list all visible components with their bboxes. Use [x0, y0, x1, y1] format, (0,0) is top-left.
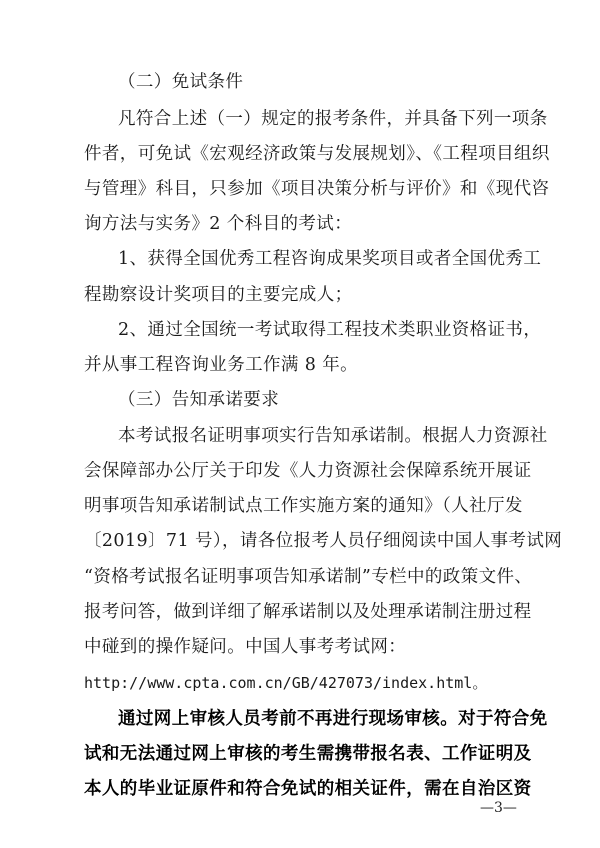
paragraph-line: “资格考试报名证明事项告知承诺制”专栏中的政策文件、	[84, 567, 533, 587]
paragraph-line: 件者，可免试《宏观经济政策与发展规划》、《工程项目组织	[84, 144, 550, 164]
paragraph-line: 〔2019〕71 号），请各位报考人员仔细阅读中国人事考试网	[84, 531, 563, 551]
paragraph-line: 与管理》科目，只参加《项目决策分析与评价》和《现代咨	[84, 179, 550, 199]
page-number: —3—	[480, 800, 517, 816]
list-item-line: 程勘察设计奖项目的主要完成人；	[84, 285, 353, 305]
paragraph-line: 本考试报名证明事项实行告知承诺制。根据人力资源社	[118, 426, 548, 446]
paragraph-line: 明事项告知承诺制试点工作实施方案的通知》（人社厅发	[84, 496, 523, 516]
paragraph-line: 中碰到的操作疑问。中国人事考考试网：	[84, 637, 407, 657]
paragraph-line: 凡符合上述（一）规定的报考条件，并具备下列一项条	[118, 109, 548, 129]
section-heading-exemption: （二）免试条件	[118, 72, 244, 92]
list-item-line: 1、获得全国优秀工程咨询成果奖项目或者全国优秀工	[118, 249, 542, 269]
url-text: http://www.cpta.com.cn/GB/427073/index.html。	[84, 674, 488, 692]
paragraph-line: 报考问答，做到详细了解承诺制以及处理承诺制注册过程	[84, 602, 532, 622]
paragraph-line: 询方法与实务》2 个科目的考试：	[84, 214, 353, 234]
list-item-line: 并从事工程咨询业务工作满 8 年。	[84, 355, 359, 375]
bold-paragraph-line: 通过网上审核人员考前不再进行现场审核。对于符合免	[118, 709, 548, 729]
section-heading-commitment: （三）告知承诺要求	[118, 390, 280, 410]
list-item-line: 2、通过全国统一考试取得工程技术类职业资格证书，	[118, 320, 542, 340]
bold-paragraph-line: 试和无法通过网上审核的考生需携带报名表、工作证明及	[84, 744, 532, 764]
paragraph-line: 会保障部办公厅关于印发《人力资源社会保障系统开展证	[84, 461, 532, 481]
bold-paragraph-line: 本人的毕业证原件和符合免试的相关证件，需在自治区资	[84, 779, 532, 799]
